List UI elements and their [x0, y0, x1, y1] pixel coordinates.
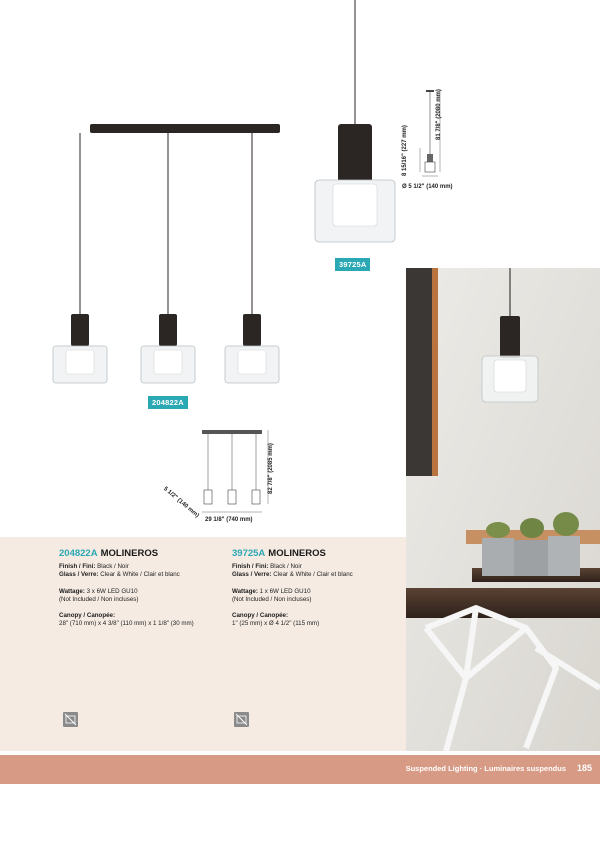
spec-glass: Glass / Verre: Clear & White / Clair et blanc	[59, 571, 180, 579]
dimension-height-bar: 82 7/8" (2085 mm)	[268, 443, 274, 494]
dimension-diameter-single: Ø 5 1/2" (140 mm)	[402, 184, 453, 190]
room-photo	[406, 268, 600, 751]
bar-dimension-drawing	[196, 420, 276, 520]
spec-wattage: Wattage: 3 x 6W LED GU10	[59, 587, 138, 595]
pendant-center	[141, 133, 195, 383]
spec-title	[232, 548, 402, 560]
spec-glass: Glass / Verre: Clear & White / Clair et blanc	[232, 571, 353, 579]
single-pendant-illustration	[305, 0, 405, 250]
pendant-right	[225, 133, 279, 383]
spec-canopy-value: 28" (710 mm) x 4 3/8" (110 mm) x 1 1/8" (30 mm)	[59, 620, 194, 628]
dimension-min-height-single: 8 15/16" (227 mm)	[402, 125, 408, 176]
product-tag-39725A: 39725A	[335, 258, 370, 271]
no-dimmer-icon	[63, 712, 78, 727]
spec-wattage: Wattage: 1 x 6W LED GU10	[232, 587, 311, 595]
spec-title	[59, 548, 229, 560]
bar-pendant-illustration	[40, 118, 290, 398]
spec-wattage-note: (Not Included / Non incluses)	[232, 595, 312, 603]
spec-wattage-note: (Not Included / Non incluses)	[59, 595, 139, 603]
product-tag-204822A: 204822A	[148, 396, 188, 409]
spec-finish: Finish / Fini: Black / Noir	[59, 563, 129, 570]
spec-code: 204822A	[59, 548, 98, 559]
spec-name: MOLINEROS	[268, 548, 326, 559]
dimension-width-bar: 29 1/8" (740 mm)	[205, 517, 253, 523]
footer-section: Suspended Lighting · Luminaires suspendus	[405, 764, 566, 773]
photo-pendant	[500, 316, 520, 358]
chalkboard	[406, 268, 436, 476]
bar-canopy	[90, 124, 280, 133]
dimension-height-single: 81 7/8" (2080 mm)	[436, 89, 442, 140]
spec-canopy-label: Canopy / Canopée:	[232, 612, 289, 620]
spec-canopy-label: Canopy / Canopée:	[59, 612, 116, 620]
table	[406, 588, 600, 618]
spec-code: 39725A	[232, 548, 266, 559]
spec-name: MOLINEROS	[100, 548, 159, 559]
pendant-left	[53, 133, 107, 383]
spec-column-39725A	[232, 548, 402, 629]
spec-finish: Finish / Fini: Black / Noir	[232, 563, 302, 570]
dimension-shade-bar: 5 1/2" (140 mm)	[162, 486, 200, 520]
spec-canopy-value: 1" (25 mm) x Ø 4 1/2" (115 mm)	[232, 620, 320, 628]
page-number: 185	[576, 763, 592, 773]
single-dimension-drawing	[404, 88, 464, 188]
spec-column-204822A	[59, 548, 229, 629]
no-dimmer-icon	[234, 712, 249, 727]
footer-bar	[0, 755, 600, 784]
